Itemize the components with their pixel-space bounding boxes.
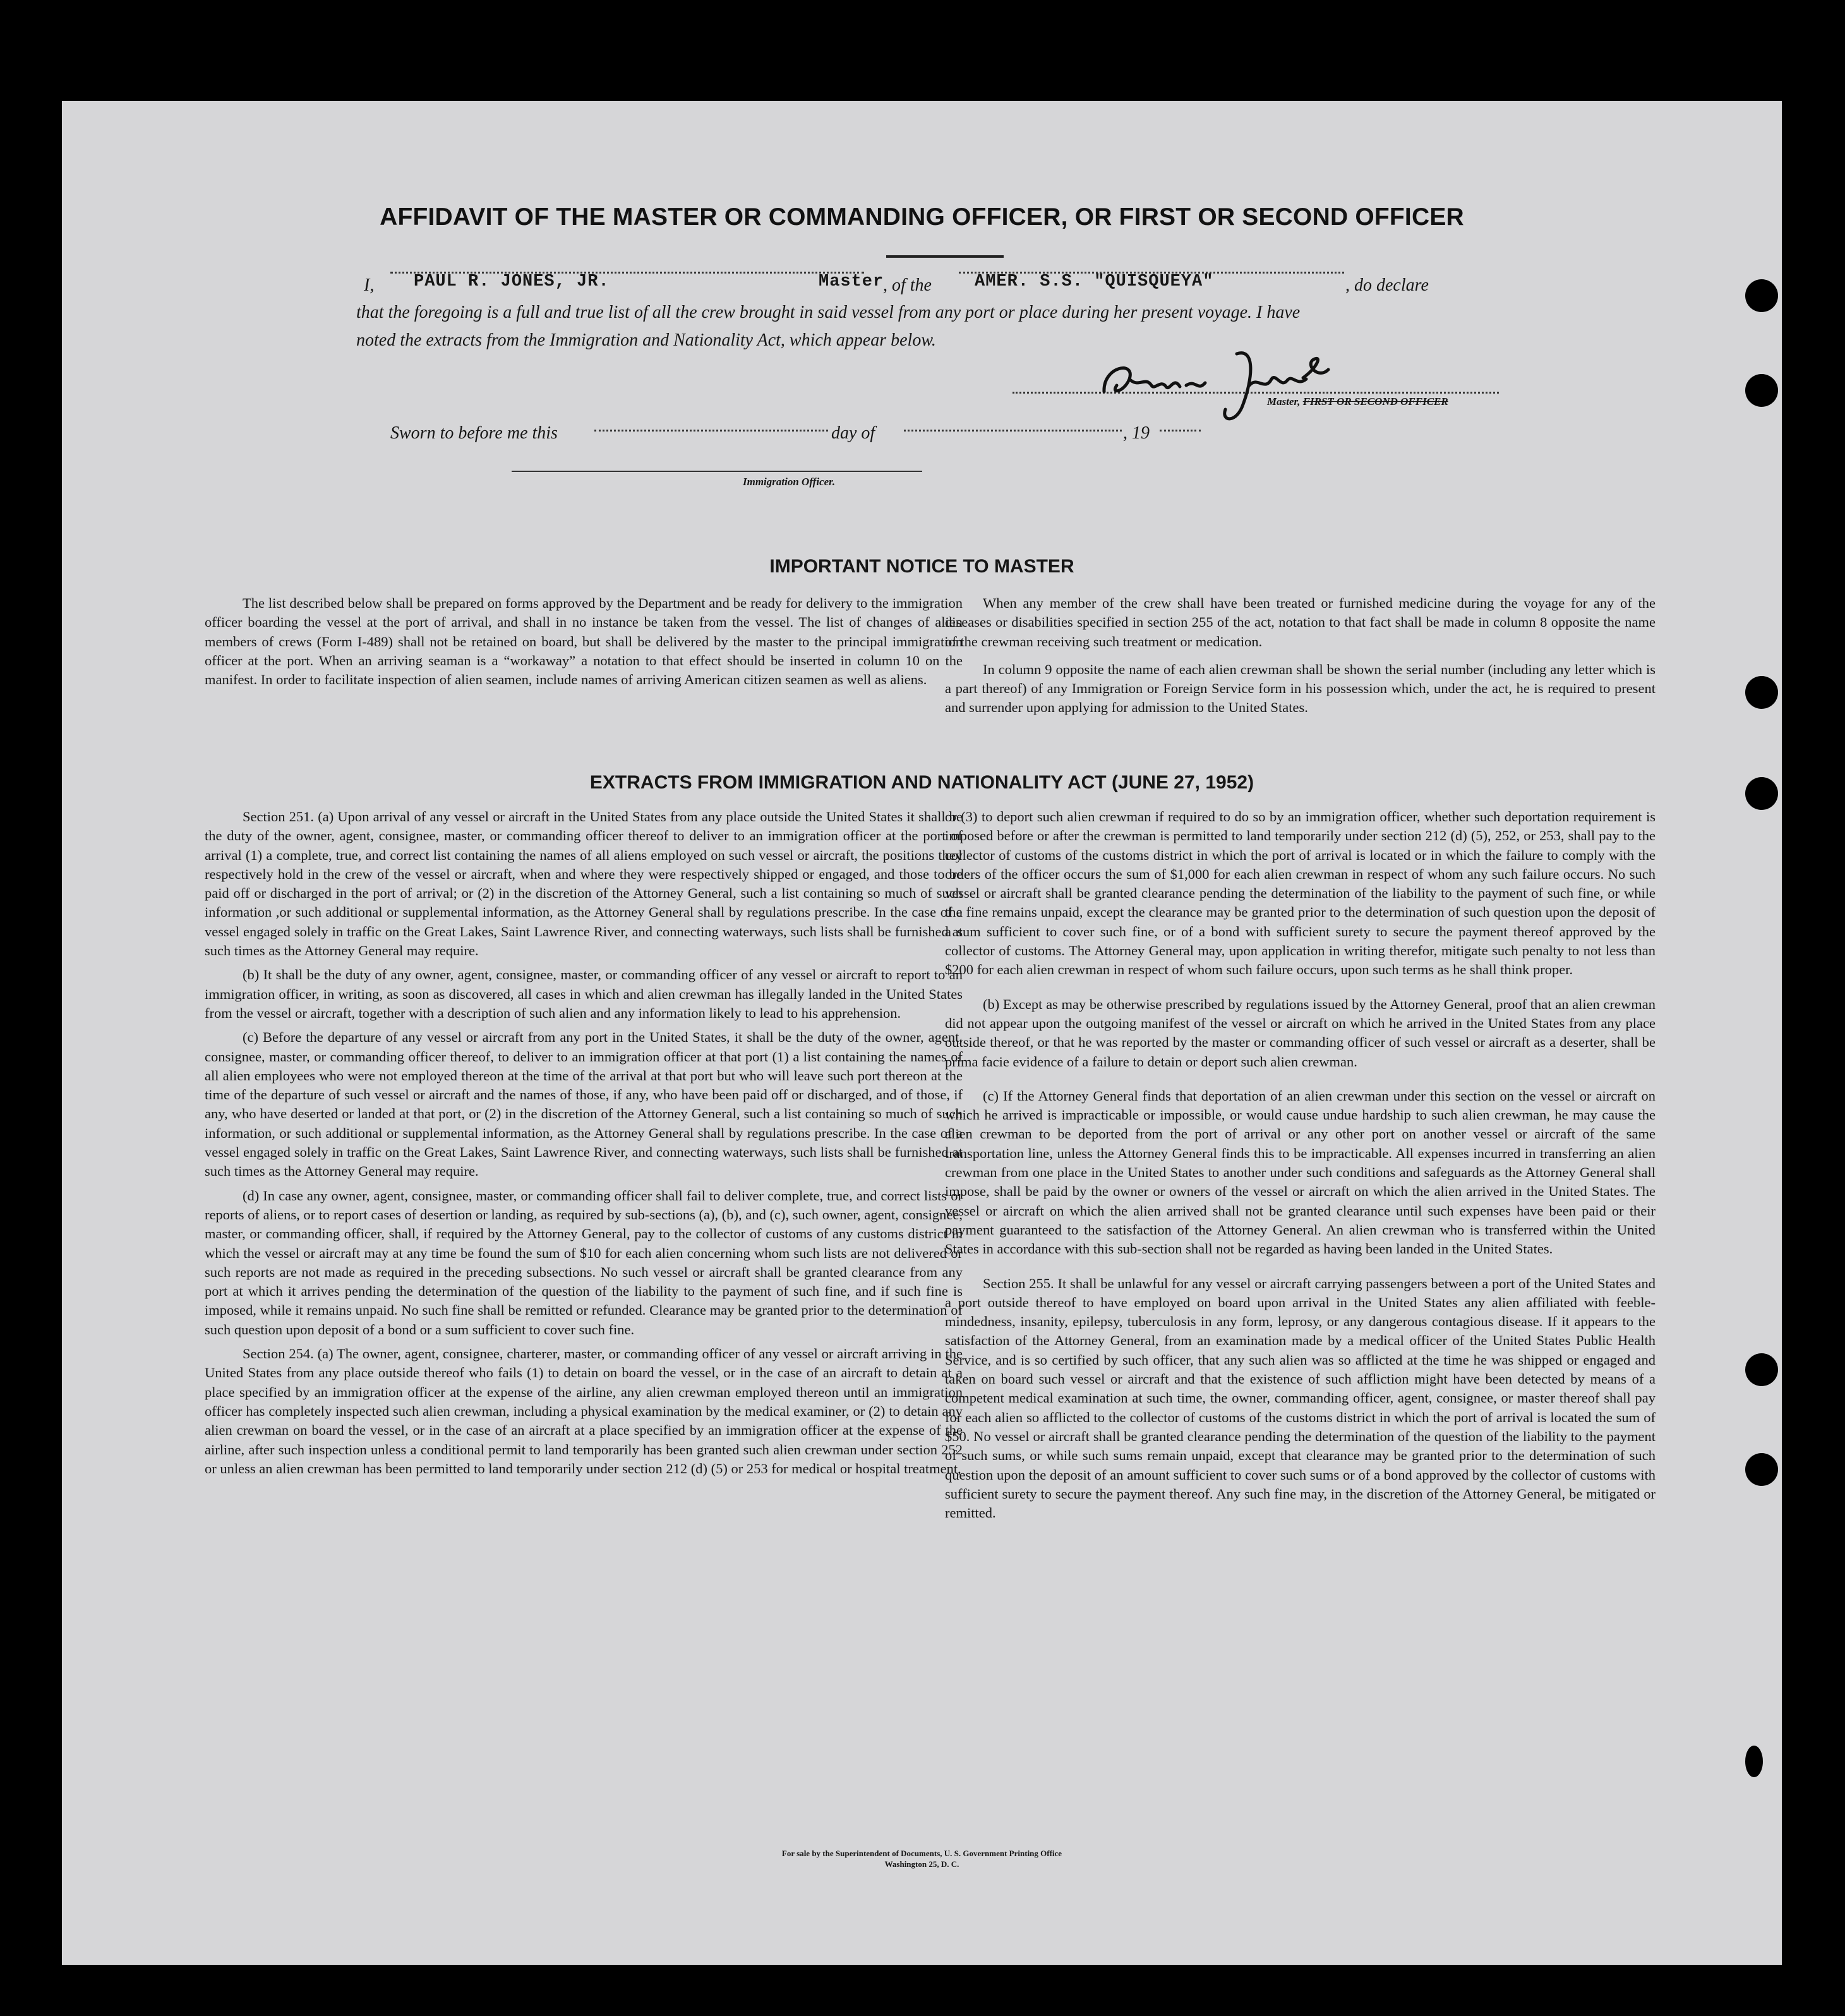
month-blank bbox=[904, 430, 1122, 432]
section-254-c: (c) If the Attorney General finds that deportation of an alien crewman under this section on the vessel or aircraft on which he arrived is impracticable or impossible, or would cause undue hardship to such alien crewman, he may cause the alien crewman to be deported from the port of arrival or any other port on another vessel or aircraft of the same transportation line, unless the Attorney General finds this to be impracticable. All expenses incurred in transferring an alien crewman from one place in the United States to another under such conditions and safeguards as the Attorney General shall impose, shall be paid by the owner or owners of the vessel or aircraft on which the alien arrived in the United States. The vessel or aircraft on which the alien arrived shall not be granted clearance until such expenses have been paid or their payment guaranteed to the satisfaction of the Attorney General. An alien crewman who is transferred within the United States in accordance with this sub-section shall not be regarded as having been landed in the United States. bbox=[945, 1087, 1656, 1257]
master-signature bbox=[1091, 341, 1382, 430]
sworn-label: Sworn to before me this bbox=[390, 423, 558, 443]
notice-left-column bbox=[205, 594, 963, 694]
sworn-day-blank bbox=[594, 430, 828, 432]
punch-hole bbox=[1745, 1453, 1778, 1486]
section-254-b: (b) Except as may be otherwise prescribed by regulations issued by the Attorney General, proof that an alien crewman did not appear upon the outgoing manifest of the vessel or aircraft on which he arrived in the United States from any place outside thereof, or that he was reported by the master or commanding officer of such vessel or aircraft as a deserter, shall be prima facie evidence of a failure to detain or deport such alien crewman. bbox=[945, 996, 1656, 1070]
section-255: Section 255. It shall be unlawful for any vessel or aircraft carrying passengers between a port of the United States and a port outside thereof to have employed on board upon arrival in the United States any alien affiliated with feeble-mindedness, insanity, epilepsy, tuberculosis in any form, leprosy, or any dangerous contagious disease. If it appears to the satisfaction of the Attorney General, from an examination made by a medical officer of the United States Public Health Service, and is so certified by such officer, that any such alien was so afflicted at the time he was shipped or engaged and taken on board such vessel or aircraft and that the existence of such affliction might have been detected by means of a competent medical examination at such time, the owner, commanding officer, agent, consignee, or master thereof shall pay for each alien so afflicted to the collector of customs of the customs district in which the port of arrival is located the sum of $50. No vessel or aircraft shall be granted clearance pending the determination of the question of the liability to the payment of such sums, or while such sums remain unpaid, except that clearance may be granted prior to the determination of such question upon the deposit of an amount sufficient to cover such sums or of a bond approved by the collector of customs with sufficient surety to secure the payment thereof. Any such fine may, in the discretion of the Attorney General, be mitigated or remitted. bbox=[945, 1275, 1656, 1521]
punch-hole bbox=[1745, 1746, 1763, 1777]
printing-office-footer bbox=[62, 1848, 1782, 1869]
day-of-label: day of bbox=[831, 423, 875, 443]
vessel-name: AMER. S.S. "QUISQUEYA" bbox=[975, 272, 1214, 291]
section-251-d: (d) In case any owner, agent, consignee, master, or commanding officer shall fail to deliver complete, true, and correct lists or reports of aliens, or to report cases of desertion or landing, as required by sub-sections (a), (b), and (c), such owner, agent, consignee, master, or commanding officer, shall, if required by the Attorney General, pay to the collector of customs of any customs district in which the vessel or aircraft may at any time be found the sum of $10 for each alien concerning whom such lists are not delivered or such reports are not made as required in the preceding subsections. No such vessel or aircraft shall be granted clearance from any port at which it arrives pending the determination of the question of the liability to the payment of such fine, and if such fine is imposed, while it remains unpaid. No such fine shall be remitted or refunded. Clearance may be granted prior to the determination of such question upon deposit of a bond or a sum sufficient to cover such fine. bbox=[205, 1187, 963, 1337]
punch-hole bbox=[1745, 676, 1778, 709]
footer-line-2: Washington 25, D. C. bbox=[884, 1859, 959, 1869]
punch-hole bbox=[1745, 777, 1778, 810]
year-blank bbox=[1160, 430, 1201, 432]
section-254-a-continued: or (3) to deport such alien crewman if required to do so by an immigration officer, whether such deportation requirement is imposed before or after the crewman is permitted to land temporarily under section 212 (d) (5), 252, or 253, shall pay to the collector of customs of the customs district in which the port of arrival is located or in which the failure to comply with the orders of the officer occurs the sum of $1,000 for each alien crewman in respect of whom any such failure occurs. No such vessel or aircraft shall be granted clearance pending the determination of the liability to the payment of such fine, or while the fine remains unpaid, except the clearance may be granted prior to the determination of such question upon the deposit of a sum sufficient to cover such fine, or of a bond with sufficient surety to secure the payment thereof approved by the collector of customs. The Attorney General may, upon application in writing therefor, mitigate such penalty to not less than $200 for each alien crewman in respect of whom such failure occurs, upon such terms as he shall think proper. bbox=[945, 809, 1656, 978]
master-rank: Master bbox=[819, 272, 884, 291]
title-divider bbox=[886, 255, 1004, 258]
notice-heading: IMPORTANT NOTICE TO MASTER bbox=[769, 556, 1074, 577]
punch-hole bbox=[1745, 374, 1778, 407]
i-label: I, bbox=[364, 275, 375, 295]
punch-hole bbox=[1745, 279, 1778, 312]
signer-title: Master, FIRST OR SECOND OFFICER bbox=[1267, 395, 1448, 407]
punch-hole bbox=[1745, 1353, 1778, 1386]
notice-right-text-2: In column 9 opposite the name of each alien crewman shall be shown the serial number (including any letter which is a part thereof) of any Immigration or Foreign Service form in his possession which, under the act, he is required to present and surrender upon applying for admission to the United States. bbox=[945, 661, 1656, 716]
affidavit-title: AFFIDAVIT OF THE MASTER OR COMMANDING OFFICER, OR FIRST OR SECOND OFFICER bbox=[380, 203, 1464, 231]
declaration-line-1: that the foregoing is a full and true list of all the crew brought in said vessel from any port or place during her present voyage. I have bbox=[356, 303, 1301, 322]
section-251-b: (b) It shall be the duty of any owner, agent, consignee, master, or commanding officer of any vessel or aircraft to report to an immigration officer, in writing, as soon as discovered, all cases in which and alien crewman has illegally landed in the United States from the vessel or aircraft, together with a description of such alien and any information likely to lead to his apprehension. bbox=[205, 967, 963, 1021]
footer-line-1: For sale by the Superintendent of Documents, U. S. Government Printing Office bbox=[781, 1849, 1062, 1858]
notice-right-text-1: When any member of the crew shall have been treated or furnished medicine during the voyage for any of the diseases or disabilities specified in section 255 of the act, notation to that fact shall be made in column 8 opposite the name of the crewman receiving such treatment or medication. bbox=[945, 595, 1656, 649]
officer-signature-line bbox=[512, 471, 922, 472]
extracts-heading: EXTRACTS FROM IMMIGRATION AND NATIONALITY ACT (JUNE 27, 1952) bbox=[589, 772, 1254, 793]
officer-label: Immigration Officer. bbox=[743, 476, 836, 488]
notice-left-text: The list described below shall be prepared on forms approved by the Department and be ready for delivery to the immigration officer boarding the vessel at the port of arrival, and shall in no instance be taken from the vessel. The list of changes of alien members of crews (Form I-489) shall not be retained on board, but shall be delivered by the master to the principal immigration officer at the port. When an arriving seaman is a “workaway” a notation to that effect should be inserted in column 10 on the manifest. In order to facilitate inspection of alien seamen, include names of arriving American citizen seamen as well as aliens. bbox=[205, 595, 963, 688]
notice-right-column bbox=[945, 594, 1656, 723]
declaration-line-2: noted the extracts from the Immigration and Nationality Act, which appear below. bbox=[356, 330, 936, 350]
of-the-label: , of the bbox=[883, 275, 932, 295]
extracts-right-column bbox=[945, 807, 1656, 1528]
form-page bbox=[62, 101, 1782, 1965]
master-name: PAUL R. JONES, JR. bbox=[414, 272, 610, 291]
section-254-a: Section 254. (a) The owner, agent, consignee, charterer, master, or commanding officer of any vessel or aircraft arriving in the United States from any place outside thereof who fails (1) to detain on board the vessel, or in the case of an aircraft to detain at a place specified by an immigration officer at the expense of the airline, any alien crewman employed thereon until an immigration officer has completely inspected such alien crewman, including a physical examination by the medical examiner, or (2) to detain any alien crewman on board the vessel, or in the case of an aircraft at a place specified by an immigration officer at the expense of the airline, after such inspection unless a conditional permit to land temporarily has been granted such alien crewman under section 252 or unless an alien crewman has been permitted to land temporarily under section 212 (d) (5) or 253 for medical or hospital treatment, bbox=[205, 1346, 963, 1476]
do-declare-label: , do declare bbox=[1345, 275, 1429, 295]
section-251-c: (c) Before the departure of any vessel or aircraft from any port in the United States, it shall be the duty of the owner, agent, consignee, master, or commanding officer thereof, to deliver to an immigration officer at that port (1) a list containing the names of all alien employees who were not employed thereon at the time of the arrival at that port but who will leave such port thereon at the time of the departure of such vessel or aircraft and the names of those, if any, who have been paid off or discharged, and of those, if any, who have deserted or landed at that port, or (2) in the discretion of the Attorney General, such a list containing so much of such information, or such additional or supplemental information, as the Attorney General shall by regulations prescribe. In the case of a vessel engaged solely in traffic on the Great Lakes, Saint Lawrence River, and connecting waterways, such lists shall be furnished at such times as the Attorney General may require. bbox=[205, 1029, 963, 1180]
extracts-left-column bbox=[205, 807, 963, 1483]
year-label: , 19 bbox=[1123, 423, 1150, 443]
section-251-a: Section 251. (a) Upon arrival of any vessel or aircraft in the United States from any place outside the United States it shall be the duty of the owner, agent, consignee, master, or commanding officer thereof to deliver to an immigration officer at the port of arrival (1) a complete, true, and correct list containing the names of all aliens employed on such vessel or aircraft, the positions they respectively hold in the crew of the vessel or aircraft, when and where they were respectively shipped or engaged, and those to be paid off or discharged in the port of arrival; or (2) in the discretion of the Attorney General, such a list containing so much of such information ,or such additional or supplemental information, as the Attorney General shall by regulations prescribe. In the case of a vessel engaged solely in traffic on the Great Lakes, Saint Lawrence River, and connecting waterways, such lists shall be furnished at such times as the Attorney General may require. bbox=[205, 809, 963, 959]
